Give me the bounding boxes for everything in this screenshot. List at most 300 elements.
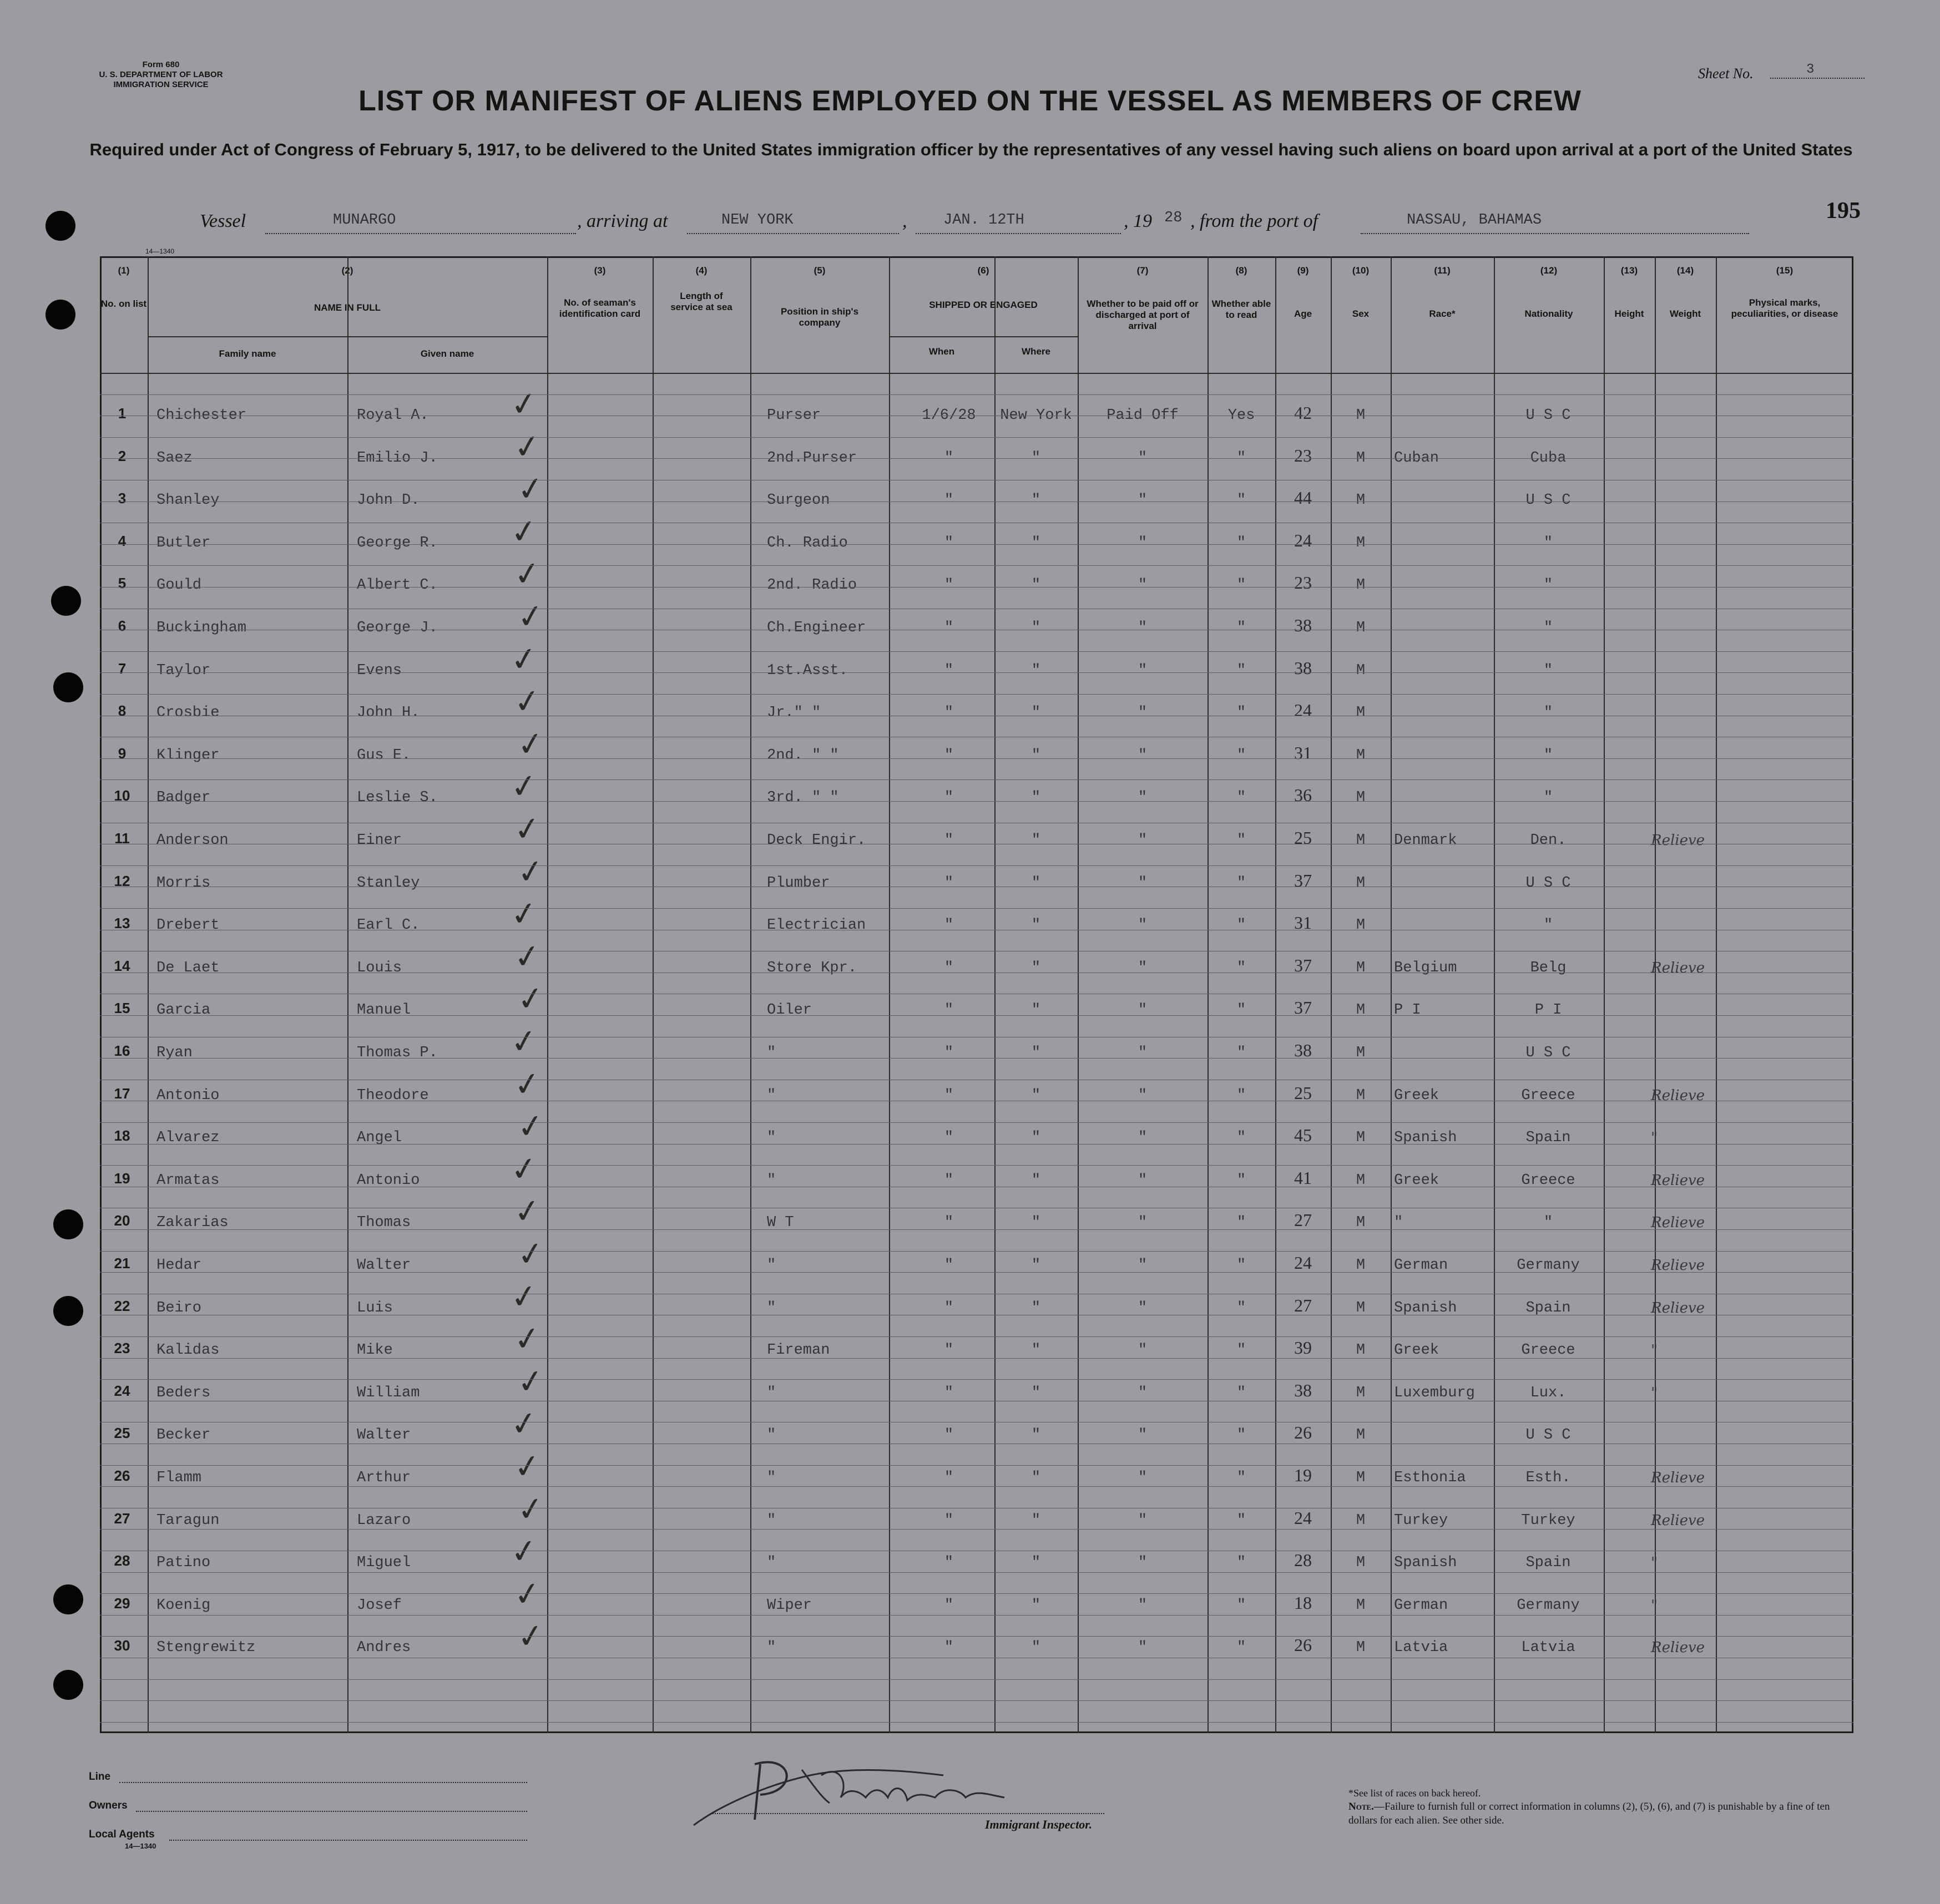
cell-race: Greek [1394, 1087, 1439, 1104]
cell-nat: " [1543, 705, 1553, 722]
cell-age: 24 [1294, 1507, 1312, 1528]
header-sub-rule [889, 336, 1078, 337]
cell-family: Buckingham [156, 620, 247, 636]
cell-age: 38 [1294, 1040, 1312, 1060]
row-number: 12 [114, 872, 130, 889]
cell-given: Mike [357, 1342, 393, 1359]
column-rule [889, 256, 890, 1733]
punch-hole [53, 1209, 83, 1239]
cell-nat: " [1543, 789, 1553, 807]
row-number: 21 [114, 1255, 130, 1272]
cell-family: Patino [156, 1554, 211, 1572]
cell-sex: M [1356, 1299, 1366, 1316]
cell-sex: M [1356, 1045, 1366, 1061]
cell-when: " [944, 1384, 954, 1401]
cell-family: Alvarez [156, 1130, 220, 1147]
cell-family: Hedar [156, 1257, 202, 1274]
cell-when: " [944, 832, 954, 849]
cell-read: " [1236, 1554, 1246, 1572]
cell-paid: " [1138, 1512, 1148, 1529]
cell-family: Anderson [156, 832, 229, 849]
cell-when: " [944, 917, 954, 934]
cell-sex: M [1356, 407, 1366, 424]
cell-age: 38 [1294, 615, 1312, 635]
col-header-weight: Weight [1669, 308, 1701, 319]
note-text: —Failure to furnish full or correct information in columns (2), (5), (6), and (7) is punishable by a fine of ten dollars for each alien. See other side. [1348, 1801, 1830, 1826]
cell-family: Badger [156, 789, 211, 807]
cell-read: " [1236, 832, 1246, 849]
cell-race: " [1394, 1214, 1403, 1232]
ruled-line [100, 758, 1853, 759]
ruled-line [100, 1165, 1853, 1166]
cell-when: " [944, 662, 954, 679]
cell-sex: M [1356, 747, 1366, 764]
column-rule [1391, 256, 1392, 1733]
cell-sex: M [1356, 449, 1366, 467]
row-number: 25 [114, 1425, 130, 1442]
cell-position: Fireman [767, 1342, 830, 1359]
cell-paid: " [1138, 1087, 1148, 1104]
punch-hole [53, 1296, 83, 1326]
cell-given: Manuel [357, 1002, 411, 1019]
col-number-12: (12) [1540, 265, 1558, 276]
row-number: 16 [114, 1042, 130, 1059]
cell-read: " [1236, 1597, 1246, 1614]
row-number: 27 [114, 1510, 130, 1527]
cell-read: " [1236, 1427, 1246, 1444]
cell-when: " [944, 1427, 954, 1444]
cell-paid: " [1138, 1554, 1148, 1572]
cell-nat: Germany [1517, 1257, 1580, 1274]
cell-where: " [1031, 1597, 1041, 1614]
cell-where: " [1031, 620, 1041, 636]
column-rule [547, 256, 548, 1733]
cell-position: 1st.Asst. [767, 662, 848, 679]
punch-hole [53, 1584, 83, 1614]
col-number-9: (9) [1297, 265, 1309, 276]
cell-where: " [1031, 1470, 1041, 1486]
cell-paid: " [1138, 959, 1148, 976]
checkmark-icon: ✓ [508, 1020, 540, 1062]
cell-age: 39 [1294, 1338, 1312, 1358]
cell-race: P I [1394, 1002, 1421, 1019]
cell-nat: " [1543, 1214, 1553, 1232]
cell-paid: " [1138, 1384, 1148, 1401]
punch-hole [53, 672, 83, 702]
cell-sex: M [1356, 1554, 1366, 1572]
col-header-shipped: SHIPPED OR ENGAGED [929, 300, 1038, 310]
col-header-given: Given name [420, 348, 474, 359]
ruled-line [100, 1679, 1853, 1680]
cell-position: Ch.Engineer [767, 620, 866, 636]
col-number-15: (15) [1776, 265, 1794, 276]
owners-fill [136, 1811, 527, 1812]
ruled-line [100, 394, 1853, 395]
cell-given: Einer [357, 832, 402, 849]
checkmark-icon: ✓ [508, 1275, 540, 1317]
cell-sex: M [1356, 1639, 1366, 1657]
cell-family: Flamm [156, 1470, 202, 1486]
ruled-line [100, 1465, 1853, 1466]
cell-given: George R. [357, 534, 438, 551]
cell-paid: " [1138, 1045, 1148, 1061]
cell-age: 27 [1294, 1210, 1312, 1230]
ruled-line [100, 908, 1853, 909]
cell-given: Walter [357, 1427, 411, 1444]
cell-read: " [1236, 1342, 1246, 1359]
checkmark-icon: ✓ [508, 510, 540, 552]
checkmark-icon: ✓ [514, 723, 547, 764]
cell-mark: Relieve [1651, 1639, 1705, 1657]
row-number: 28 [114, 1552, 130, 1569]
cell-race: German [1394, 1257, 1448, 1274]
cell-family: Shanley [156, 492, 220, 509]
cell-family: Antonio [156, 1087, 220, 1104]
cell-position: " [767, 1087, 776, 1104]
cell-given: Gus E. [357, 747, 411, 764]
column-rule [653, 256, 654, 1733]
cell-race: Luxemburg [1394, 1384, 1475, 1401]
header-sub-rule [148, 336, 547, 337]
cell-race: Spanish [1394, 1554, 1457, 1572]
from-fill-line [1361, 233, 1749, 234]
punch-hole [46, 211, 75, 241]
cell-race: Cuban [1394, 449, 1439, 467]
cell-sex: M [1356, 1130, 1366, 1147]
cell-sex: M [1356, 662, 1366, 679]
note-label: Note. [1348, 1801, 1374, 1812]
checkmark-icon: ✓ [511, 1573, 544, 1614]
ruled-line [100, 651, 1853, 652]
cell-mark: " [1651, 1384, 1658, 1401]
cell-paid: " [1138, 1257, 1148, 1274]
cell-where: " [1031, 534, 1041, 551]
cell-paid: " [1138, 1130, 1148, 1147]
cell-paid: " [1138, 1639, 1148, 1657]
cell-mark: Relieve [1651, 1214, 1705, 1232]
ruled-line [100, 458, 1853, 459]
cell-age: 25 [1294, 828, 1312, 848]
cell-given: Leslie S. [357, 789, 438, 807]
cell-given: Emilio J. [357, 449, 438, 467]
cell-family: Stengrewitz [156, 1639, 256, 1657]
cell-position: 2nd. " " [767, 747, 839, 764]
cell-position: Plumber [767, 874, 830, 892]
cell-given: Theodore [357, 1087, 429, 1104]
cell-mark: Relieve [1651, 959, 1705, 976]
cell-paid: " [1138, 534, 1148, 551]
column-rule [750, 256, 751, 1733]
cell-read: Yes [1227, 407, 1255, 424]
cell-given: Antonio [357, 1172, 420, 1189]
ruled-line [100, 1358, 1853, 1359]
cell-sex: M [1356, 1512, 1366, 1529]
inspector-signature [683, 1742, 1027, 1836]
checkmark-icon: ✓ [511, 681, 544, 722]
cell-nat: " [1543, 620, 1553, 636]
cell-where: " [1031, 874, 1041, 892]
inspector-fill [710, 1813, 1104, 1814]
vessel-fill-line [265, 233, 576, 234]
col-header-sex: Sex [1352, 308, 1370, 319]
cell-family: Garcia [156, 1002, 211, 1019]
column-rule [148, 256, 149, 1733]
cell-sex: M [1356, 1087, 1366, 1104]
row-number: 23 [114, 1340, 130, 1357]
cell-nat: Greece [1521, 1342, 1575, 1359]
cell-read: " [1236, 620, 1246, 636]
cell-read: " [1236, 1087, 1246, 1104]
cell-given: Arthur [357, 1470, 411, 1486]
cell-read: " [1236, 534, 1246, 551]
cell-nat: U S C [1525, 874, 1571, 892]
cell-read: " [1236, 1470, 1246, 1486]
cell-where: " [1031, 1257, 1041, 1274]
arriving-fill-line [687, 233, 899, 234]
cell-given: John H. [357, 705, 420, 722]
cell-given: Evens [357, 662, 402, 679]
ruled-line [100, 1272, 1853, 1273]
cell-paid: " [1138, 492, 1148, 509]
cell-read: " [1236, 662, 1246, 679]
cell-where: New York [1000, 407, 1072, 424]
checkmark-icon: ✓ [514, 1106, 547, 1147]
row-number: 13 [114, 915, 130, 932]
agents-fill [169, 1840, 527, 1841]
cell-nat: Den. [1530, 832, 1567, 849]
col-number-2: (2) [341, 265, 353, 276]
cell-when: " [944, 705, 954, 722]
cell-age: 18 [1294, 1592, 1312, 1613]
ruled-line [100, 565, 1853, 566]
row-number: 24 [114, 1382, 130, 1399]
cell-given: Thomas P. [357, 1045, 438, 1061]
form-code-top: 14—1340 [145, 247, 175, 255]
cell-when: " [944, 1214, 954, 1232]
col-number-11: (11) [1434, 265, 1451, 276]
cell-paid: " [1138, 832, 1148, 849]
cell-where: " [1031, 1512, 1041, 1529]
cell-mark: Relieve [1651, 1470, 1705, 1486]
checkmark-icon: ✓ [511, 553, 544, 595]
header-bottom-rule [100, 373, 1853, 374]
cell-given: Stanley [357, 874, 420, 892]
cell-read: " [1236, 1384, 1246, 1401]
cell-age: 24 [1294, 530, 1312, 550]
cell-where: " [1031, 1002, 1041, 1019]
cell-sex: M [1356, 1427, 1366, 1444]
penalty-note [1348, 1800, 1831, 1827]
cell-age: 37 [1294, 955, 1312, 975]
cell-position: " [767, 1045, 776, 1061]
checkmark-icon: ✓ [514, 1360, 547, 1402]
cell-paid: " [1138, 789, 1148, 807]
cell-sex: M [1356, 874, 1366, 892]
cell-when: " [944, 1045, 954, 1061]
cell-family: Chichester [156, 407, 247, 424]
cell-where: " [1031, 449, 1041, 467]
cell-when: " [944, 534, 954, 551]
cell-family: Taylor [156, 662, 211, 679]
cell-sex: M [1356, 789, 1366, 807]
cell-nat: Belg [1530, 959, 1567, 976]
cell-when: " [944, 789, 954, 807]
cell-when: " [944, 1342, 954, 1359]
cell-where: " [1031, 705, 1041, 722]
cell-position: " [767, 1427, 776, 1444]
ruled-line [100, 1229, 1853, 1230]
row-number: 19 [114, 1169, 130, 1187]
cell-read: " [1236, 577, 1246, 594]
col-number-5: (5) [814, 265, 826, 276]
row-number: 1 [118, 405, 127, 422]
comma-separator: , [902, 211, 907, 231]
ruled-line [100, 1529, 1853, 1530]
cell-read: " [1236, 1299, 1246, 1316]
cell-age: 36 [1294, 785, 1312, 806]
checkmark-icon: ✓ [511, 1063, 544, 1105]
ruled-line [100, 1015, 1853, 1016]
ruled-line [100, 801, 1853, 802]
punch-hole [53, 1670, 83, 1700]
checkmark-icon: ✓ [511, 808, 544, 850]
col-header-read: Whether able to read [1211, 298, 1271, 320]
arriving-port: NEW YORK [721, 212, 794, 229]
row-number: 17 [114, 1085, 130, 1102]
cell-age: 26 [1294, 1422, 1312, 1443]
cell-age: 41 [1294, 1167, 1312, 1188]
cell-paid: " [1138, 662, 1148, 679]
cell-age: 27 [1294, 1295, 1312, 1315]
col-header-no: No. on list [100, 298, 147, 309]
cell-family: Drebert [156, 917, 220, 934]
footer-agents-label: Local Agents [89, 1829, 155, 1840]
checkmark-icon: ✓ [508, 1148, 540, 1189]
cell-mark: " [1651, 1342, 1658, 1359]
cell-nat: " [1543, 747, 1553, 764]
cell-age: 26 [1294, 1635, 1312, 1655]
cell-read: " [1236, 1130, 1246, 1147]
cell-where: " [1031, 1554, 1041, 1572]
cell-when: " [944, 1512, 954, 1529]
cell-race: Greek [1394, 1172, 1439, 1189]
col-header-race: Race* [1429, 308, 1456, 319]
cell-sex: M [1356, 1214, 1366, 1232]
line-fill [119, 1782, 527, 1783]
cell-position: Surgeon [767, 492, 830, 509]
row-number: 30 [114, 1637, 130, 1654]
cell-family: Klinger [156, 747, 220, 764]
cell-position: " [767, 1554, 776, 1572]
page-number: 195 [1826, 198, 1861, 224]
cell-race: Denmark [1394, 832, 1457, 849]
col-number-3: (3) [594, 265, 606, 276]
cell-where: " [1031, 1342, 1041, 1359]
cell-when: " [944, 1257, 954, 1274]
cell-family: Becker [156, 1427, 211, 1444]
cell-age: 37 [1294, 997, 1312, 1018]
cell-mark: Relieve [1651, 1299, 1705, 1316]
cell-nat: U S C [1525, 407, 1571, 424]
cell-read: " [1236, 705, 1246, 722]
cell-when: " [944, 1554, 954, 1572]
row-number: 26 [114, 1467, 130, 1484]
column-rule [1604, 256, 1605, 1733]
checkmark-icon: ✓ [508, 383, 540, 425]
col-number-6: (6) [977, 265, 989, 276]
cell-family: Ryan [156, 1045, 193, 1061]
cell-age: 38 [1294, 657, 1312, 678]
cell-family: Beiro [156, 1299, 202, 1316]
cell-given: Walter [357, 1257, 411, 1274]
cell-mark: " [1651, 1597, 1658, 1614]
cell-nat: Germany [1517, 1597, 1580, 1614]
column-rule [1208, 256, 1209, 1733]
cell-sex: M [1356, 832, 1366, 849]
cell-nat: Greece [1521, 1172, 1575, 1189]
cell-given: Angel [357, 1130, 402, 1147]
cell-position: Purser [767, 407, 821, 424]
row-number: 15 [114, 1000, 130, 1017]
cell-family: Gould [156, 577, 202, 594]
date-fill-line [916, 233, 1121, 234]
ruled-line [100, 1636, 1853, 1637]
cell-age: 31 [1294, 742, 1312, 763]
column-rule [1275, 256, 1276, 1733]
cell-paid: " [1138, 705, 1148, 722]
document-title: LIST OR MANIFEST OF ALIENS EMPLOYED ON THE VESSEL AS MEMBERS OF CREW [358, 85, 1582, 117]
row-number: 7 [118, 660, 127, 677]
col-number-7: (7) [1136, 265, 1149, 276]
cell-read: " [1236, 959, 1246, 976]
sheet-number: 3 [1806, 62, 1815, 77]
row-number: 3 [118, 490, 127, 507]
row-number: 5 [118, 575, 127, 592]
cell-nat: " [1543, 577, 1553, 594]
cell-race: Spanish [1394, 1299, 1457, 1316]
cell-position: Store Kpr. [767, 959, 857, 976]
col-header-age: Age [1294, 308, 1312, 319]
cell-when: " [944, 874, 954, 892]
col-header-when: When [928, 346, 955, 357]
cell-where: " [1031, 1214, 1041, 1232]
cell-when: " [944, 959, 954, 976]
sheet-number-line [1770, 78, 1865, 79]
row-number: 14 [114, 957, 130, 974]
cell-where: " [1031, 789, 1041, 807]
cell-given: Royal A. [357, 407, 429, 424]
checkmark-icon: ✓ [508, 766, 540, 807]
cell-mark: Relieve [1651, 1172, 1705, 1189]
cell-when: " [944, 492, 954, 509]
cell-where: " [1031, 959, 1041, 976]
punch-hole [46, 300, 75, 330]
cell-nat: Lux. [1530, 1384, 1567, 1401]
cell-nat: Latvia [1521, 1639, 1575, 1657]
cell-mark: Relieve [1651, 1512, 1705, 1529]
cell-sex: M [1356, 620, 1366, 636]
ruled-line [100, 1379, 1853, 1380]
cell-age: 31 [1294, 913, 1312, 933]
cell-position: Wiper [767, 1597, 812, 1614]
cell-paid: " [1138, 620, 1148, 636]
cell-sex: M [1356, 1470, 1366, 1486]
checkmark-icon: ✓ [508, 893, 540, 935]
cell-age: 37 [1294, 870, 1312, 890]
checkmark-icon: ✓ [508, 638, 540, 680]
row-number: 2 [118, 447, 127, 464]
cell-age: 28 [1294, 1550, 1312, 1571]
